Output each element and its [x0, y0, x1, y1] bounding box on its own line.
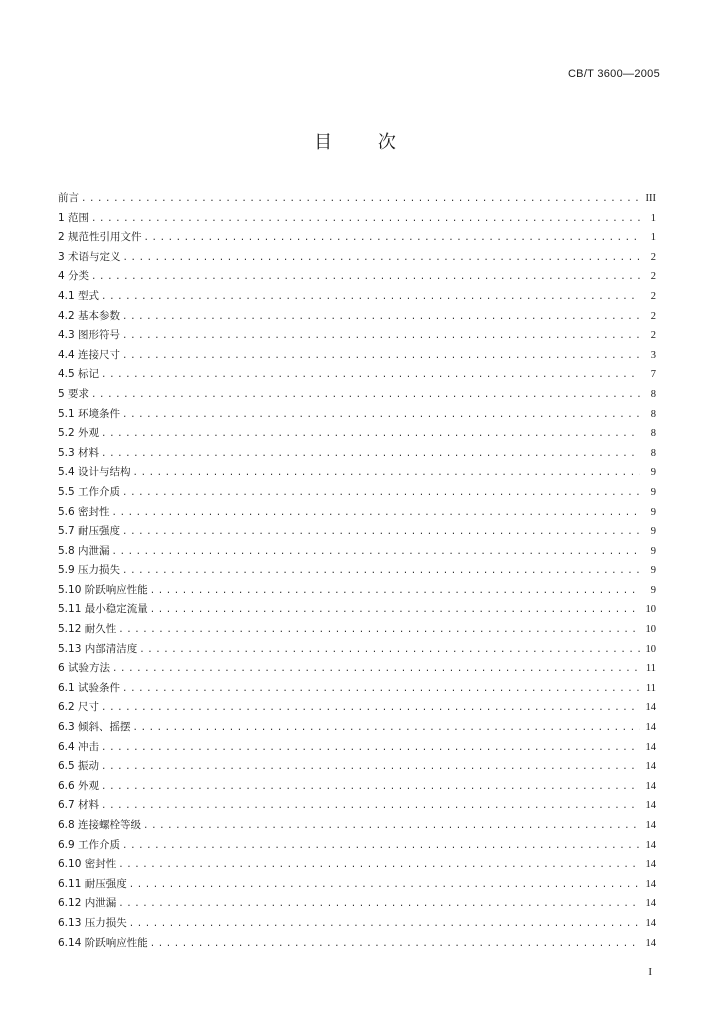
- toc-entry-label: 3 术语与定义: [58, 250, 121, 263]
- toc-entry[interactable]: [58, 876, 656, 896]
- toc-leader-dots: [91, 214, 640, 224]
- toc-entry-label: 4.4 连接尺寸: [58, 348, 121, 361]
- toc-entry-page: 8: [650, 388, 656, 400]
- toc-entry-page: 14: [645, 722, 656, 734]
- toc-entry[interactable]: [58, 484, 656, 504]
- toc-leader-dots: [122, 566, 640, 576]
- toc-entry-label: 6.10 密封性: [58, 858, 117, 871]
- toc-entry-page: 14: [645, 839, 656, 851]
- toc-entry-page: 2: [650, 251, 656, 263]
- toc-leader-dots: [118, 860, 640, 870]
- toc-entry[interactable]: [58, 210, 656, 230]
- toc-leader-dots: [122, 331, 640, 341]
- toc-entry[interactable]: [58, 562, 656, 582]
- toc-entry[interactable]: [58, 327, 656, 347]
- toc-entry[interactable]: [58, 660, 656, 680]
- page-title: 目 次: [314, 132, 416, 153]
- toc-leader-dots: [122, 312, 640, 322]
- toc-leader-dots: [150, 605, 640, 615]
- toc-entry-label: 5.12 耐久性: [58, 623, 117, 636]
- toc-entry-label: 6.5 振动: [58, 760, 100, 773]
- toc-entry-label: 6.11 耐压强度: [58, 877, 127, 890]
- toc-entry-page: 14: [645, 859, 656, 871]
- toc-entry-page: 14: [645, 741, 656, 753]
- toc-leader-dots: [112, 664, 640, 674]
- toc-entry-page: 14: [645, 702, 656, 714]
- toc-entry-page: 7: [650, 369, 656, 381]
- toc-entry[interactable]: [58, 464, 656, 484]
- toc-entry-label: 6.7 材料: [58, 799, 100, 812]
- toc-entry-label: 5.10 阶跃响应性能: [58, 583, 148, 596]
- toc-entry-page: 9: [650, 545, 656, 557]
- toc-entry-label: 4.1 型式: [58, 289, 100, 302]
- toc-entry-page: 11: [645, 682, 656, 694]
- toc-leader-dots: [122, 351, 640, 361]
- toc-entry[interactable]: [58, 758, 656, 778]
- toc-entry-page: 10: [645, 624, 656, 636]
- toc-entry[interactable]: [58, 582, 656, 602]
- toc-entry[interactable]: [58, 543, 656, 563]
- toc-entry-page: 14: [645, 937, 656, 949]
- toc-entry-page: 14: [645, 761, 656, 773]
- toc-leader-dots: [144, 233, 640, 243]
- toc-entry-label: 6 试验方法: [58, 662, 111, 675]
- toc-leader-dots: [122, 488, 640, 498]
- toc-entry-label: 5.11 最小稳定流量: [58, 603, 148, 616]
- toc-leader-dots: [129, 880, 640, 890]
- toc-entry-label: 6.13 压力损失: [58, 916, 127, 929]
- toc-leader-dots: [139, 645, 640, 655]
- toc-entry-label: 4 分类: [58, 270, 90, 283]
- toc-entry-page: 9: [650, 526, 656, 538]
- toc-entry-label: 6.14 阶跃响应性能: [58, 936, 148, 949]
- toc-entry[interactable]: [58, 856, 656, 876]
- toc-entry-label: 6.9 工作介质: [58, 838, 121, 851]
- toc-leader-dots: [91, 390, 640, 400]
- toc-leader-dots: [101, 429, 640, 439]
- toc-entry[interactable]: [58, 601, 656, 621]
- toc-entry-page: 9: [650, 584, 656, 596]
- toc-leader-dots: [101, 370, 640, 380]
- toc-leader-dots: [112, 547, 640, 557]
- toc-entry-page: 10: [645, 643, 656, 655]
- toc-entry[interactable]: [58, 229, 656, 249]
- toc-leader-dots: [129, 919, 640, 929]
- toc-entry-page: 3: [650, 349, 656, 361]
- toc-leader-dots: [122, 410, 640, 420]
- toc-entry[interactable]: [58, 797, 656, 817]
- toc-entry-label: 6.8 连接螺栓等级: [58, 819, 142, 831]
- toc-entry-page: 14: [645, 780, 656, 792]
- toc-entry-page: 14: [645, 820, 656, 831]
- toc-entry-label: 6.4 冲击: [58, 740, 100, 753]
- toc-entry[interactable]: [58, 915, 656, 935]
- toc-entry-page: 9: [650, 565, 656, 577]
- toc-entry-label: 5.2 外观: [58, 427, 100, 440]
- toc-entry[interactable]: [58, 739, 656, 759]
- toc-entry[interactable]: [58, 268, 656, 288]
- toc-leader-dots: [101, 449, 640, 459]
- toc-entry-label: 6.2 尺寸: [58, 701, 100, 714]
- toc-entry-page: 2: [650, 310, 656, 322]
- toc-leader-dots: [81, 194, 640, 204]
- toc-entry-page: 11: [645, 663, 656, 675]
- toc-entry-label: 1 范围: [58, 211, 90, 224]
- toc-leader-dots: [122, 527, 640, 537]
- toc-leader-dots: [133, 723, 640, 733]
- toc-entry[interactable]: [58, 288, 656, 308]
- toc-entry[interactable]: [58, 308, 656, 328]
- toc-entry[interactable]: [58, 504, 656, 524]
- toc-leader-dots: [143, 821, 640, 831]
- toc-entry[interactable]: [58, 680, 656, 700]
- toc-entry-label: 5.5 工作介质: [58, 485, 121, 498]
- toc-entry-page: III: [645, 193, 656, 204]
- toc-entry-page: 9: [650, 467, 656, 479]
- toc-entry-page: 14: [645, 917, 656, 929]
- toc-entry-page: 10: [645, 604, 656, 616]
- toc-entry-label: 4.5 标记: [58, 368, 100, 381]
- toc-entry[interactable]: [58, 523, 656, 543]
- toc-entry[interactable]: [58, 935, 656, 955]
- toc-entry-label: 6.6 外观: [58, 779, 100, 792]
- toc-entry-label: 5.4 设计与结构: [58, 466, 131, 479]
- toc-leader-dots: [118, 899, 640, 909]
- toc-entry-label: 5.8 内泄漏: [58, 544, 110, 557]
- toc-entry[interactable]: [58, 895, 656, 915]
- toc-entry[interactable]: [58, 621, 656, 641]
- toc-entry-label: 6.3 倾斜、摇摆: [58, 721, 131, 734]
- toc-entry-page: 14: [645, 878, 656, 890]
- toc-entry-page: 1: [650, 212, 656, 224]
- toc-entry-page: 1: [650, 232, 656, 244]
- toc-leader-dots: [122, 684, 640, 694]
- toc-entry[interactable]: [58, 445, 656, 465]
- toc-entry-page: 8: [650, 428, 656, 440]
- toc-entry-page: 8: [650, 447, 656, 459]
- toc-leader-dots: [112, 508, 640, 518]
- toc-entry[interactable]: [58, 190, 656, 210]
- toc-leader-dots: [101, 801, 640, 811]
- toc-entry-label: 前言: [58, 192, 79, 204]
- toc-entry-page: 9: [650, 486, 656, 498]
- toc-leader-dots: [150, 939, 640, 949]
- toc-entry[interactable]: [58, 249, 656, 269]
- toc-entry[interactable]: [58, 817, 656, 837]
- toc-entry-page: 2: [650, 330, 656, 342]
- toc-entry-label: 5.1 环境条件: [58, 407, 121, 420]
- page-number: I: [648, 966, 652, 978]
- toc-entry-page: 9: [650, 506, 656, 518]
- toc-entry-page: 14: [645, 800, 656, 812]
- toc-entry[interactable]: [58, 386, 656, 406]
- toc-entry[interactable]: [58, 347, 656, 367]
- toc-entry-page: 8: [650, 408, 656, 420]
- standard-code: CB/T 3600—2005: [567, 68, 660, 80]
- toc-leader-dots: [101, 292, 640, 302]
- toc-entry-label: 6.1 试验条件: [58, 681, 121, 694]
- toc-entry-label: 6.12 内泄漏: [58, 897, 117, 910]
- toc-leader-dots: [91, 272, 640, 282]
- toc-entry-label: 5 要求: [58, 387, 90, 400]
- toc-leader-dots: [101, 743, 640, 753]
- toc-entry[interactable]: [58, 641, 656, 661]
- toc-entry-label: 5.3 材料: [58, 446, 100, 459]
- toc-entry-label: 5.7 耐压强度: [58, 525, 121, 538]
- toc-leader-dots: [150, 586, 640, 596]
- toc-leader-dots: [122, 841, 640, 851]
- toc-entry-page: 2: [650, 290, 656, 302]
- toc-leader-dots: [101, 703, 640, 713]
- toc-leader-dots: [101, 782, 640, 792]
- toc-entry-label: 5.9 压力损失: [58, 564, 121, 577]
- toc-leader-dots: [118, 625, 640, 635]
- toc-entry[interactable]: [58, 778, 656, 798]
- toc-leader-dots: [123, 253, 640, 263]
- toc-entry[interactable]: [58, 425, 656, 445]
- toc-entry[interactable]: [58, 719, 656, 739]
- toc-entry[interactable]: [58, 837, 656, 857]
- toc-entry-label: 5.13 内部清洁度: [58, 642, 138, 655]
- toc-entry-label: 2 规范性引用文件: [58, 231, 142, 244]
- toc-entry-label: 4.2 基本参数: [58, 309, 121, 322]
- toc-entry-label: 5.6 密封性: [58, 505, 110, 518]
- table-of-contents: [58, 190, 656, 954]
- toc-entry[interactable]: [58, 366, 656, 386]
- toc-leader-dots: [133, 468, 640, 478]
- toc-entry[interactable]: [58, 699, 656, 719]
- toc-entry[interactable]: [58, 406, 656, 426]
- toc-entry-page: 2: [650, 271, 656, 283]
- toc-entry-page: 14: [645, 898, 656, 910]
- toc-entry-label: 4.3 图形符号: [58, 329, 121, 342]
- toc-leader-dots: [101, 762, 640, 772]
